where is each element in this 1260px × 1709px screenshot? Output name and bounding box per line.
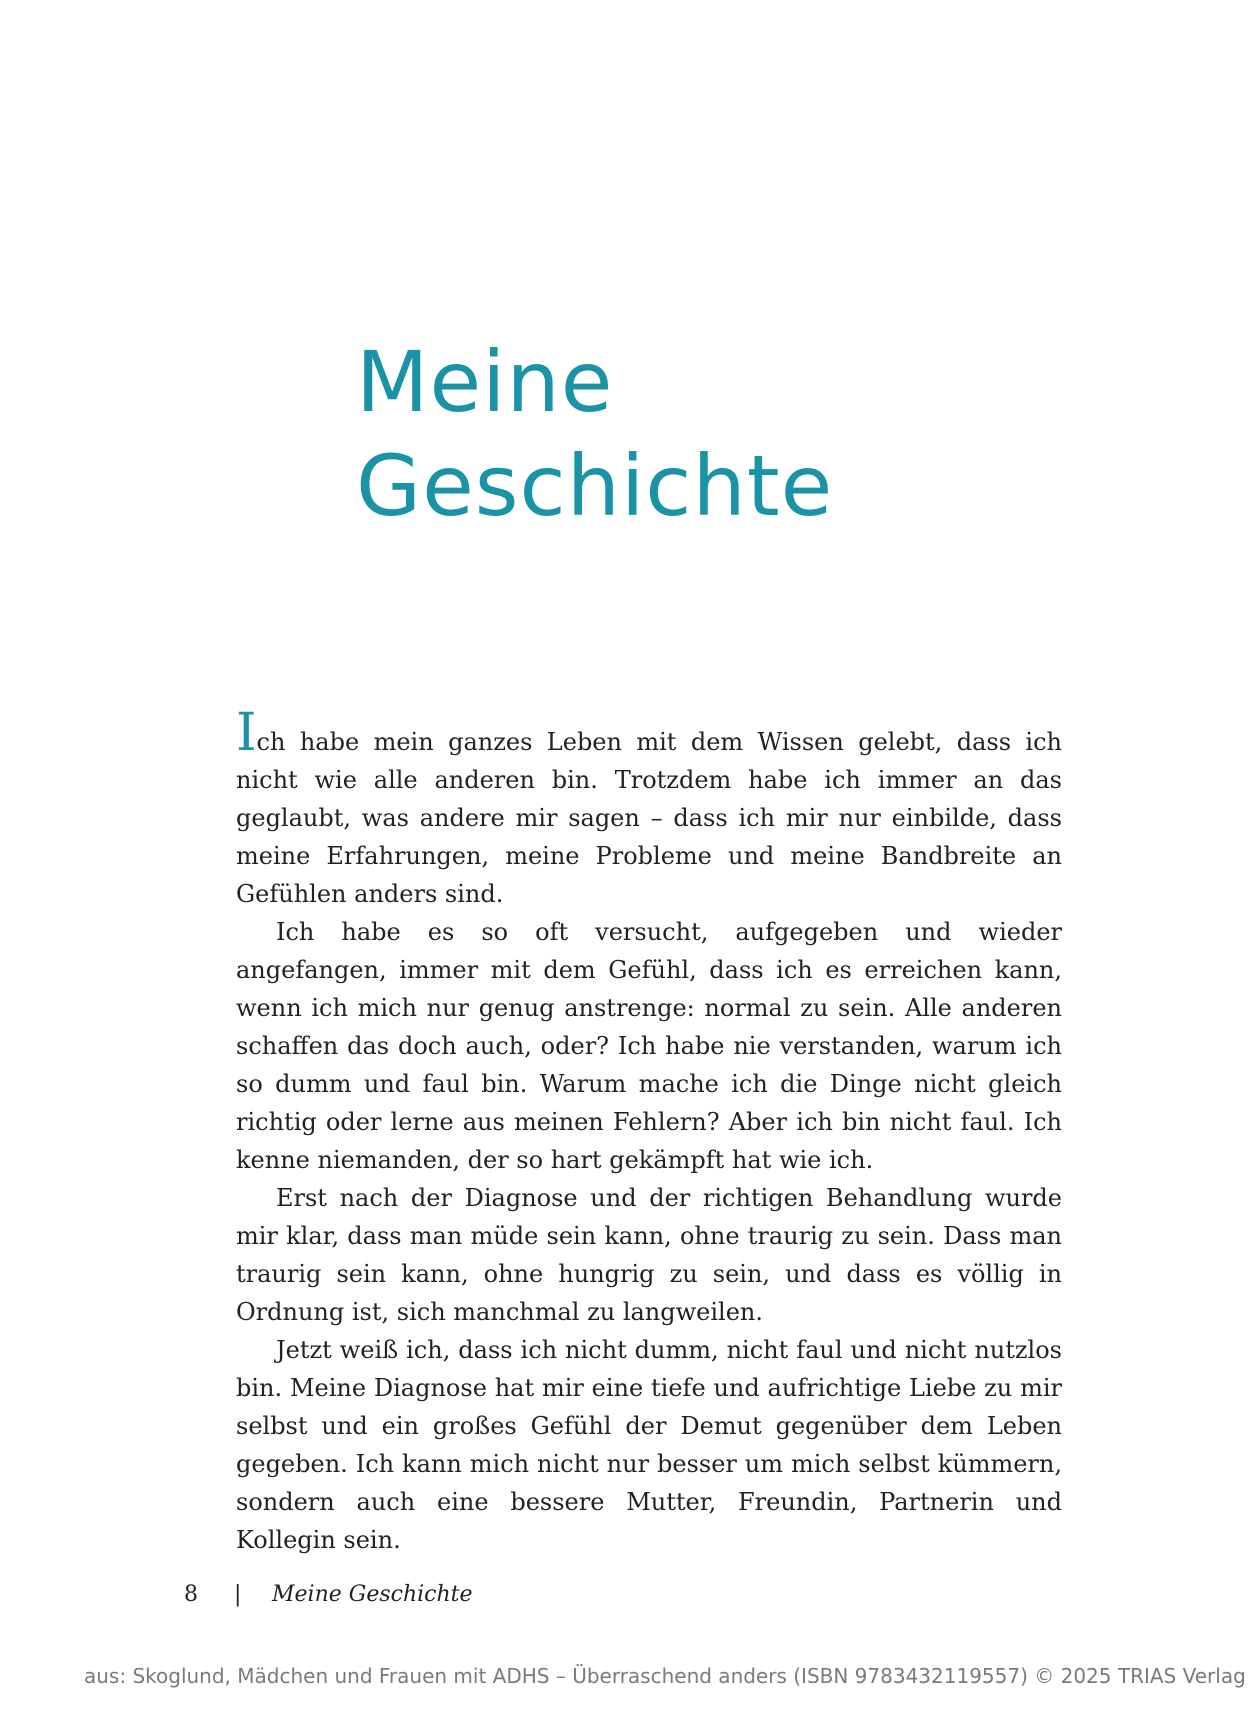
drop-cap: I — [236, 703, 257, 763]
paragraph-3: Erst nach der Diagnose und der richtigen Behandlung wurde mir klar, dass man müde sein kann, ohne traurig zu sein. Dass man traurig sein kann, ohne hungrig zu sein, und dass es völlig in Ordnung ist, sich manchmal zu langweilen. — [236, 1184, 1062, 1326]
chapter-title-line-2: Geschichte — [356, 437, 834, 535]
running-title: Meine Geschichte — [272, 1582, 473, 1607]
paragraph-4: Jetzt weiß ich, dass ich nicht dumm, nicht faul und nicht nutzlos bin. Meine Diagnose hat mir eine tiefe und aufrichtige Liebe zu mir selbst und ein großes Gefühl der Demut gegenüber dem Leben gegeben. Ich kann mich nicht nur besser um mich selbst kümmern, sondern auch eine bessere Mutter, Freundin, Partnerin und Kollegin sein. — [236, 1336, 1062, 1554]
chapter-title — [356, 330, 833, 538]
page-number: 8 — [184, 1582, 198, 1607]
chapter-title-line-1: Meine — [356, 333, 614, 431]
footer-separator: | — [234, 1582, 242, 1607]
paragraph-2: Ich habe es so oft versucht, aufgegeben und wieder angefangen, immer mit dem Gefühl, dass ich es erreichen kann, wenn ich mich nur genug anstrenge: normal zu sein. Alle anderen schaffen das doch auch, oder? Ich habe nie verstanden, warum ich so dumm und faul bin. Warum mache ich die Dinge nicht gleich richtig oder lerne aus meinen Fehlern? Aber ich bin nicht faul. Ich kenne niemanden, der so hart gekämpft hat wie ich. — [236, 918, 1062, 1174]
paragraph-1 — [236, 703, 1062, 913]
page-footer — [0, 1574, 1260, 1614]
paragraph-1-text: ch habe mein ganzes Leben mit dem Wissen gelebt, dass ich nicht wie alle anderen bin. Trotzdem habe ich immer an das geglaubt, was andere mir sagen – dass ich mir nur einbilde, dass meine Erfahrungen, meine Probleme und meine Bandbreite an Gefühlen anders sind. — [236, 728, 1062, 908]
source-citation: aus: Skoglund, Mädchen und Frauen mit ADHS – Überraschend anders (ISBN 9783432119557) © 2025 TRIAS Verlag — [84, 1664, 1246, 1688]
body-text — [236, 703, 1062, 1559]
